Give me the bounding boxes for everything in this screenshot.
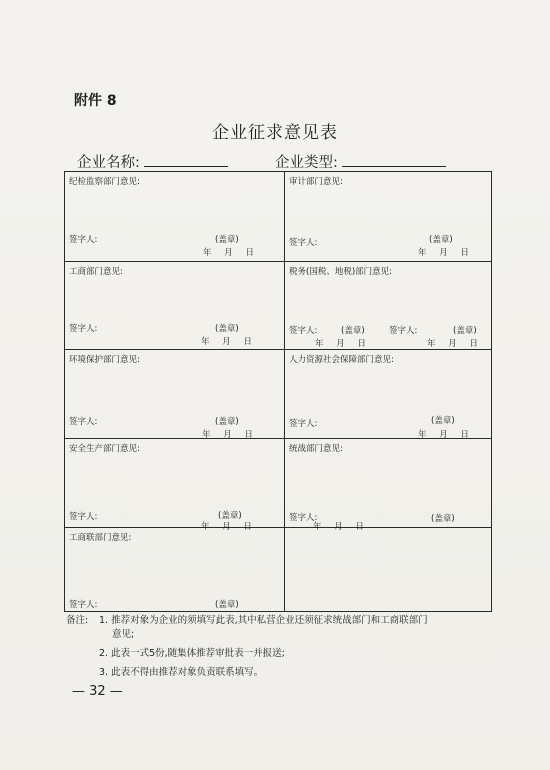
company-type-label: 企业类型: [275, 155, 338, 171]
seal-label: (盖章) [215, 417, 239, 427]
date-label: 年 月 日 [315, 339, 366, 349]
opinion-table [64, 171, 492, 612]
seal-label: (盖章) [341, 326, 365, 336]
cell-commerce[interactable] [65, 262, 284, 349]
date-label: 年 月 日 [203, 248, 254, 258]
signer-label: 签字人: [289, 238, 318, 248]
seal-label: (盖章) [453, 326, 477, 336]
company-type-field [275, 151, 446, 172]
seal-label: (盖章) [215, 324, 239, 334]
date-label: 年 月 日 [202, 430, 253, 440]
note-item: 3. 此表不得由推荐对象负责联系填写。 [99, 667, 264, 678]
signer-label: 签字人: [289, 419, 318, 429]
company-name-field [77, 151, 228, 172]
cell-audit[interactable] [285, 172, 492, 261]
company-name-blank[interactable] [144, 152, 228, 167]
signer-label: 签字人: [69, 417, 98, 427]
cell-label: 纪检监察部门意见: [69, 177, 140, 187]
date-label: 年 月 日 [418, 248, 469, 258]
seal-label: (盖章) [215, 600, 239, 610]
seal-label: (盖章) [429, 235, 453, 245]
cell-label: 工商部门意见: [69, 267, 123, 277]
cell-empty [285, 528, 492, 612]
note-item-continued: 意见; [112, 629, 135, 640]
signer-label: 签字人: [69, 512, 98, 522]
signer-label: 签字人: [69, 600, 98, 610]
signer-label: 签字人: [289, 513, 318, 523]
date-label: 年 月 日 [201, 522, 252, 532]
seal-label: (盖章) [431, 514, 455, 524]
seal-label: (盖章) [215, 235, 239, 245]
seal-label: (盖章) [431, 416, 455, 426]
cell-united-front[interactable] [285, 439, 492, 532]
attachment-label: 附件 8 [74, 93, 117, 109]
date-label: 年 月 日 [201, 337, 252, 347]
cell-safety[interactable] [65, 439, 284, 532]
cell-label: 工商联部门意见: [69, 533, 132, 543]
cell-federation[interactable] [65, 528, 284, 612]
note-item: 1. 推荐对象为企业的须填写此表,其中私营企业还须征求统战部门和工商联部门 [99, 615, 428, 626]
notes-heading: 备注: [66, 615, 89, 626]
signer-label: 签字人: [389, 326, 418, 336]
notes-section [66, 614, 496, 680]
note-item: 2. 此表一式5份,随集体推荐审批表一并报送; [99, 648, 285, 659]
date-label: 年 月 日 [313, 522, 364, 532]
company-name-label: 企业名称: [77, 155, 140, 171]
cell-label: 统战部门意见: [289, 444, 343, 454]
date-label: 年 月 日 [418, 430, 469, 440]
cell-label: 环境保护部门意见: [69, 355, 140, 365]
cell-tax[interactable] [285, 262, 492, 349]
signer-label: 签字人: [69, 324, 98, 334]
cell-label: 人力资源社会保障部门意见: [289, 355, 394, 365]
cell-environment[interactable] [65, 350, 284, 438]
seal-label: (盖章) [218, 511, 242, 521]
cell-discipline[interactable] [65, 172, 284, 261]
cell-label: 税务(国税、地税)部门意见: [289, 267, 392, 277]
cell-label: 安全生产部门意见: [69, 444, 140, 454]
cell-hr[interactable] [285, 350, 492, 438]
page-number: — 32 — [72, 684, 123, 699]
signer-label: 签字人: [289, 326, 318, 336]
date-label: 年 月 日 [427, 339, 478, 349]
signer-label: 签字人: [69, 235, 98, 245]
cell-label: 审计部门意见: [289, 177, 343, 187]
form-title: 企业征求意见表 [212, 123, 338, 143]
company-type-blank[interactable] [342, 152, 446, 167]
